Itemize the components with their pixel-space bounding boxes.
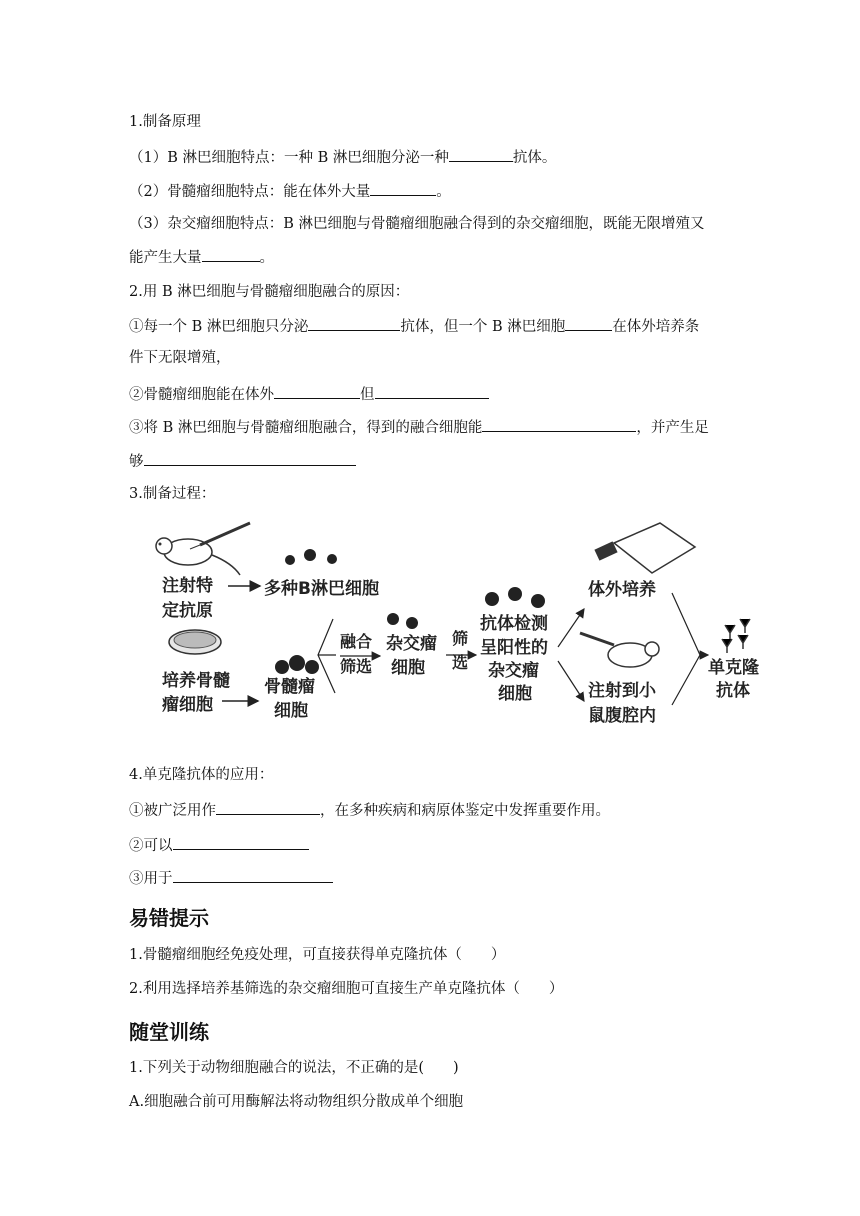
blank[interactable]: [202, 246, 260, 262]
reason-2: ②骨髓瘤细胞能在体外 但: [129, 383, 489, 405]
label-mab-2: 抗体: [716, 681, 750, 701]
blank[interactable]: [375, 383, 489, 399]
label-screen-1: 筛: [452, 629, 469, 648]
label-positive-3: 杂交瘤: [488, 661, 539, 681]
label-b-cells: 多种B淋巴细胞: [264, 579, 379, 599]
myeloma-cells-icon: [275, 655, 319, 674]
blank[interactable]: [216, 799, 320, 815]
section3-title: 3.制备过程：: [129, 486, 216, 502]
label-hybridoma-1: 杂交瘤: [386, 634, 437, 654]
antibody-icon: [722, 619, 750, 653]
blank[interactable]: [274, 383, 360, 399]
blank[interactable]: [144, 450, 356, 466]
label-myeloma-2: 细胞: [274, 701, 308, 721]
label-positive-1: 抗体检测: [480, 614, 548, 634]
label-hybridoma-2: 细胞: [391, 658, 425, 678]
syringe-icon: [190, 523, 250, 549]
blank[interactable]: [173, 867, 333, 883]
section1-title: 1.制备原理: [129, 114, 201, 130]
question-1-option-a: A.细胞融合前可用酶解法将动物组织分散成单个细胞: [129, 1094, 464, 1110]
mouse-injection-icon: [580, 633, 659, 667]
b-cells-icon: [285, 549, 337, 565]
label-fusion-2: 筛选: [340, 657, 373, 676]
petri-dish-icon: [169, 630, 221, 654]
label-positive-4: 细胞: [498, 684, 532, 704]
reason-1-cont: 件下无限增殖，: [129, 350, 231, 366]
blank[interactable]: [370, 180, 436, 196]
reason-1: ①每一个 B 淋巴细胞只分泌 抗体，但一个 B 淋巴细胞 在体外培养条: [129, 315, 699, 337]
merge-bracket: [318, 619, 335, 693]
label-myeloma-1: 骨髓瘤: [264, 677, 315, 697]
question-1: 1.下列关于动物细胞融合的说法，不正确的是( ): [129, 1060, 459, 1076]
section4-title: 4.单克隆抗体的应用：: [129, 767, 274, 783]
blank[interactable]: [482, 416, 636, 432]
section2-title: 2.用 B 淋巴细胞与骨髓瘤细胞融合的原因：: [129, 284, 410, 300]
application-3: ③用于: [129, 867, 333, 889]
blank[interactable]: [449, 146, 513, 162]
errors-heading: 易错提示: [129, 906, 209, 930]
label-mab-1: 单克隆: [708, 658, 759, 678]
label-in-vitro: 体外培养: [588, 580, 656, 600]
principle-item-1: （1）B 淋巴细胞特点：一种 B 淋巴细胞分泌一种 抗体。: [129, 146, 556, 168]
label-inject-mouse-2: 鼠腹腔内: [588, 706, 656, 726]
label-culture-myeloma-1: 培养骨髓: [162, 671, 230, 691]
blank[interactable]: [565, 315, 612, 331]
label-inject-mouse-1: 注射到小: [588, 681, 656, 701]
principle-item-3: （3）杂交瘤细胞特点：B 淋巴细胞与骨髓瘤细胞融合得到的杂交瘤细胞，既能无限增殖又: [129, 216, 705, 232]
application-1: ①被广泛用作 ，在多种疾病和病原体鉴定中发挥重要作用。: [129, 799, 610, 821]
reason-3: ③将 B 淋巴细胞与骨髓瘤细胞融合，得到的融合细胞能 ，并产生足: [129, 416, 709, 438]
principle-item-2: （2）骨髓瘤细胞特点：能在体外大量 。: [129, 180, 451, 202]
error-item-1: 1.骨髓瘤细胞经免疫处理，可直接获得单克隆抗体（ ）: [129, 947, 506, 963]
label-inject-antigen-1: 注射特: [162, 576, 213, 596]
blank[interactable]: [308, 315, 400, 331]
application-2: ②可以: [129, 834, 309, 856]
label-screen-2: 选: [452, 653, 469, 672]
label-positive-2: 呈阳性的: [480, 638, 548, 658]
label-culture-myeloma-2: 瘤细胞: [162, 695, 213, 715]
practice-heading: 随堂训练: [129, 1020, 209, 1044]
label-fusion-1: 融合: [340, 632, 373, 651]
error-item-2: 2.利用选择培养基筛选的杂交瘤细胞可直接生产单克隆抗体（ ）: [129, 981, 564, 997]
mouse-icon: [156, 538, 240, 575]
culture-flask-icon: [594, 523, 695, 573]
preparation-flow-diagram: [140, 515, 780, 740]
label-inject-antigen-2: 定抗原: [162, 601, 213, 621]
principle-item-3-cont: 能产生大量 。: [129, 246, 274, 268]
reason-3-cont: 够: [129, 450, 356, 472]
hybridoma-cells-icon: [387, 613, 418, 629]
blank[interactable]: [173, 834, 309, 850]
positive-cells-icon: [485, 587, 545, 608]
